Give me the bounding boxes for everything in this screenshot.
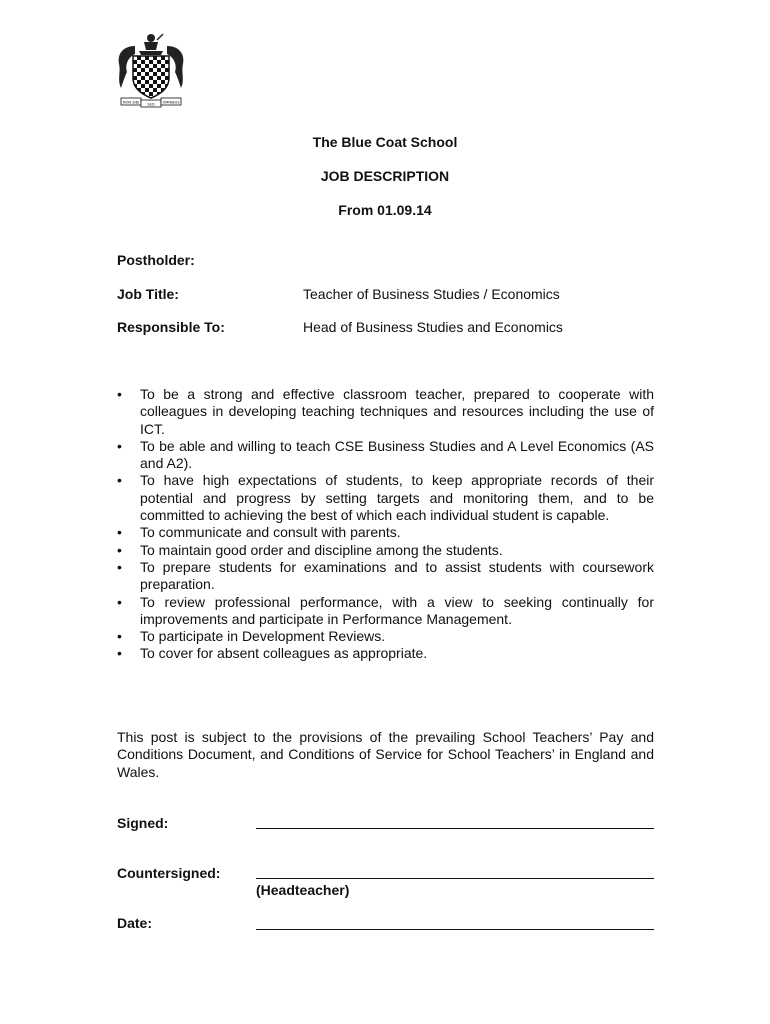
duty-item	[117, 542, 654, 559]
document-title: JOB DESCRIPTION	[320, 168, 450, 184]
duty-item	[117, 386, 654, 438]
duty-item	[117, 524, 654, 541]
motto-center: SED	[147, 102, 155, 107]
bullet-icon: •	[117, 524, 122, 541]
headteacher-note: (Headteacher)	[256, 882, 350, 898]
signed-label: Signed:	[117, 815, 169, 831]
duty-item	[117, 628, 654, 645]
bullet-icon: •	[117, 558, 122, 575]
duty-item	[117, 645, 654, 662]
duty-text: To review professional performance, with a view to seeking continually for improvements and participate in Performance Management.	[140, 593, 654, 627]
job-title-value: Teacher of Business Studies / Economics	[303, 286, 560, 302]
bullet-icon: •	[117, 628, 122, 645]
duty-text: To maintain good order and discipline among the students.	[140, 541, 503, 558]
duty-item	[117, 438, 654, 473]
countersigned-label: Countersigned:	[117, 865, 221, 881]
postholder-label: Postholder:	[117, 252, 195, 268]
effective-date: From 01.09.14	[338, 202, 432, 218]
duty-text: To cover for absent colleagues as appropriate.	[140, 645, 428, 662]
motto-left: NON SIBI	[122, 100, 140, 105]
bullet-icon: •	[117, 645, 122, 662]
duty-text: To be able and willing to teach CSE Business Studies and A Level Economics (AS and A2).	[140, 437, 654, 472]
duty-text: To prepare students for examinations and to assist students with coursework preparation.	[140, 558, 654, 593]
duties-list	[117, 386, 654, 663]
bullet-icon: •	[117, 472, 122, 489]
bullet-icon: •	[117, 541, 122, 558]
duty-item	[117, 472, 654, 524]
school-name: The Blue Coat School	[312, 134, 458, 150]
duty-text: To have high expectations of students, to keep appropriate records of their potential and progress by setting targets and monitoring them, and to be committed to achieving the best of which each individual student is capable.	[140, 472, 654, 524]
bullet-icon: •	[117, 593, 122, 610]
bullet-icon: •	[117, 437, 122, 454]
date-label: Date:	[117, 915, 153, 931]
duty-item	[117, 594, 654, 629]
school-crest-logo	[113, 32, 189, 110]
countersigned-line-field[interactable]	[256, 878, 654, 879]
responsible-to-value: Head of Business Studies and Economics	[303, 319, 563, 335]
duty-text: To be a strong and effective classroom teacher, prepared to cooperate with colleagues in developing teaching techniques and resources including the use of ICT.	[140, 386, 654, 437]
responsible-to-label: Responsible To:	[117, 319, 225, 335]
motto-right: OMNIBUS	[162, 100, 180, 105]
signed-line-field[interactable]	[256, 828, 654, 829]
duty-text: To communicate and consult with parents.	[140, 524, 401, 541]
job-title-label: Job Title:	[117, 286, 179, 302]
conditions-paragraph: This post is subject to the provisions of the prevailing School Teachers’ Pay and Conditions Document, and Conditions of Service for School Teachers’ in England and Wales.	[117, 729, 654, 780]
bullet-icon: •	[117, 386, 122, 402]
duty-text: To participate in Development Reviews.	[140, 628, 386, 645]
duty-item	[117, 559, 654, 594]
date-line-field[interactable]	[256, 929, 654, 930]
